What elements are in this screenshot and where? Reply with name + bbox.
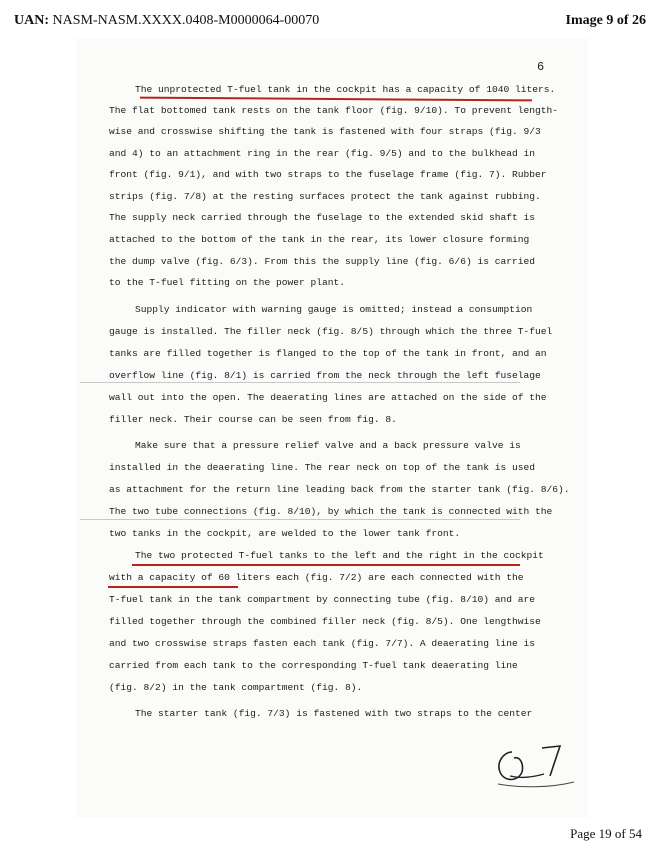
text-line: The starter tank (fig. 7/3) is fastened with two straps to the center	[135, 708, 533, 719]
text-line: the dump valve (fig. 6/3). From this the supply line (fig. 6/6) is carried	[109, 256, 536, 267]
text-line: wall out into the open. The deaerating lines are attached on the side of the	[109, 392, 547, 403]
scan-artifact-line	[80, 519, 520, 520]
page-counter: Page 19 of 54	[570, 826, 642, 841]
text-line: (fig. 8/2) in the tank compartment (fig. 8).	[109, 682, 363, 693]
document-identifier	[14, 13, 319, 29]
text-line: The flat bottomed tank rests on the tank floor (fig. 9/10). To prevent length-	[109, 105, 559, 116]
text-line: The two protected T-fuel tanks to the left and the right in the cockpit	[135, 550, 544, 561]
text-line: as attachment for the return line leading back from the starter tank (fig. 8/6).	[109, 484, 570, 495]
uan-value: NASM-NASM.XXXX.0408-M0000064-00070	[52, 13, 320, 28]
text-line: The two tube connections (fig. 8/10), by which the tank is connected with the	[109, 506, 553, 517]
red-underline	[132, 564, 520, 566]
text-line: carried from each tank to the corresponding T-fuel tank deaerating line	[109, 660, 518, 671]
text-line: to the T-fuel fitting on the power plant.	[109, 277, 346, 288]
text-line: tanks are filled together is flanged to the top of the tank in front, and an	[109, 348, 547, 359]
text-line: and 4) to an attachment ring in the rear (fig. 9/5) and to the bulkhead in	[109, 148, 536, 159]
text-line: Supply indicator with warning gauge is omitted; instead a consumption	[135, 304, 533, 315]
uan-label: UAN:	[14, 13, 49, 28]
text-line: front (fig. 9/1), and with two straps to the fuselage frame (fig. 7). Rubber	[109, 169, 547, 180]
text-line: and two crosswise straps fasten each tank (fig. 7/7). A deaerating line is	[109, 638, 536, 649]
red-underline	[108, 586, 238, 588]
text-line: The supply neck carried through the fuselage to the extended skid shaft is	[109, 212, 536, 223]
text-line: strips (fig. 7/8) at the resting surfaces protect the tank against rubbing.	[109, 191, 541, 202]
image-counter: Image 9 of 26	[565, 13, 646, 28]
text-line: Make sure that a pressure relief valve and a back pressure valve is	[135, 440, 521, 451]
text-line: filler neck. Their course can be seen from fig. 8.	[109, 414, 397, 425]
text-line: two tanks in the cockpit, are welded to the lower tank front.	[109, 528, 461, 539]
handwritten-signature	[490, 738, 580, 798]
text-line: T-fuel tank in the tank compartment by connecting tube (fig. 8/10) and are	[109, 594, 536, 605]
text-line: attached to the bottom of the tank in the rear, its lower closure forming	[109, 234, 530, 245]
typed-page-number: 6	[537, 60, 545, 74]
text-line: gauge is installed. The filler neck (fig. 8/5) through which the three T-fuel	[109, 326, 553, 337]
text-line: installed in the deaerating line. The rear neck on top of the tank is used	[109, 462, 536, 473]
text-line: filled together through the combined filler neck (fig. 8/5). One lengthwise	[109, 616, 541, 627]
scan-artifact-line	[80, 382, 520, 383]
text-line: wise and crosswise shifting the tank is fastened with four straps (fig. 9/3	[109, 126, 541, 137]
text-line: The unprotected T-fuel tank in the cockpit has a capacity of 1040 liters.	[135, 84, 556, 95]
text-line: with a capacity of 60 liters each (fig. 7/2) are each connected with the	[109, 572, 524, 583]
text-line: overflow line (fig. 8/1) is carried from the neck through the left fuselage	[109, 370, 541, 381]
